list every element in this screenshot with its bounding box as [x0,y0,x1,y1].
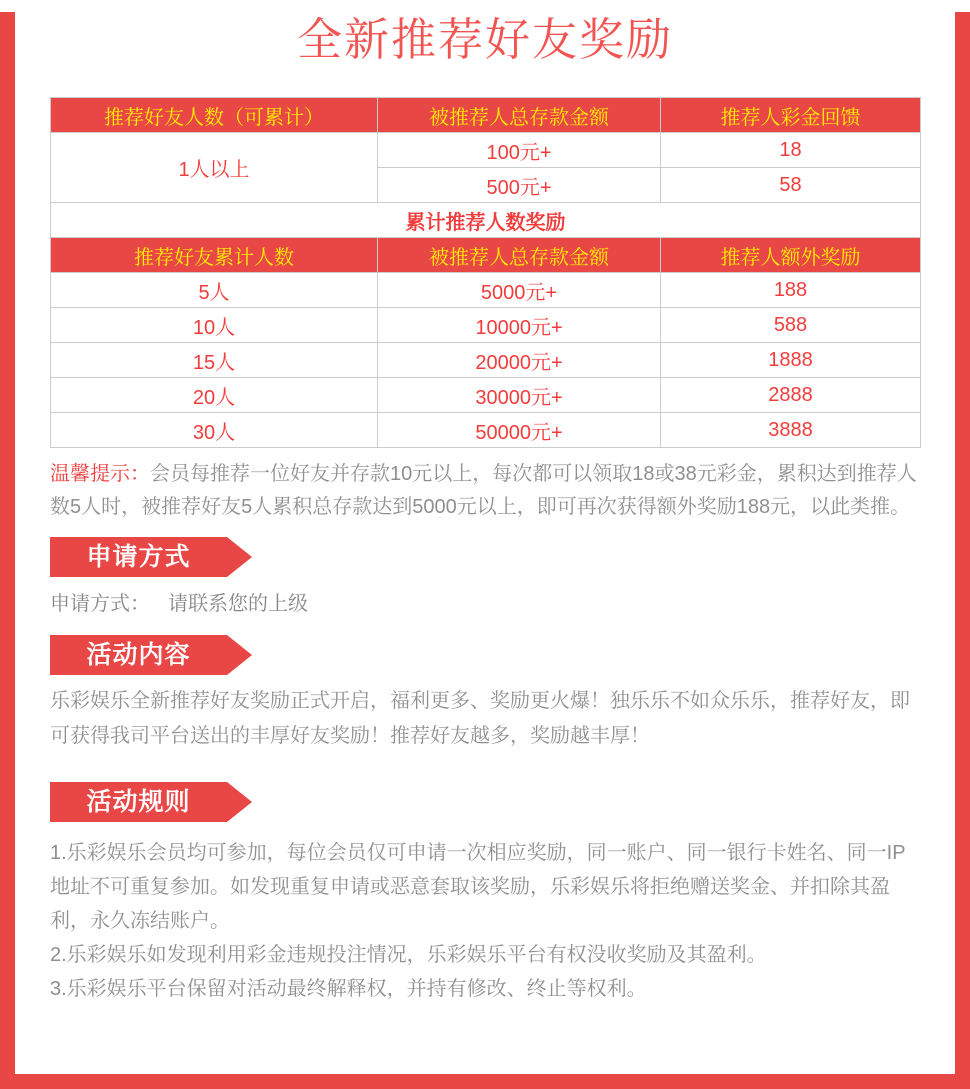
warm-notice-label: 温馨提示： [50,463,150,485]
right-edge-bar [955,12,970,1089]
activity-rules-ribbon [50,782,227,822]
table-row [51,343,921,378]
activity-content-text: 乐彩娱乐全新推荐好友奖励正式开启，福利更多、奖励更火爆！独乐乐不如众乐乐，推荐好友，即可获得我司平台送出的丰厚好友奖励！推荐好友越多，奖励越丰厚！ [50,690,910,747]
activity-content-ribbon [50,635,227,675]
table-cell-count: 15人 [51,343,378,378]
table-section-row [51,203,921,238]
rule-item: 1.乐彩娱乐会员均可参加，每位会员仅可申请一次相应奖励，同一账户、同一银行卡姓名、同一IP地址不可重复参加。如发现重复申请或恶意套取该奖励，乐彩娱乐将拒绝赠送奖金、并扣除其盈利，永久冻结账户。 [50,842,906,932]
activity-rules-ribbon-label: 活动规则 [86,788,191,816]
main-content [50,97,920,1006]
table-header-row-1 [51,98,921,133]
activity-content-ribbon-label: 活动内容 [86,641,191,669]
table-cell-count: 10人 [51,308,378,343]
table-cell-deposit: 500元+ [378,168,661,203]
table-cell-count: 5人 [51,273,378,308]
apply-method-ribbon-label: 申请方式 [86,543,191,571]
table-cell-bonus: 2888 [661,378,921,413]
warm-notice-text: 会员每推荐一位好友并存款10元以上，每次都可以领取18或38元彩金，累积达到推荐人数5人时，被推荐好友5人累积总存款达到5000元以上，即可再次获得额外奖励188元，以此类推。 [50,463,917,518]
header-cell-cumulative-count: 推荐好友累计人数 [51,238,378,273]
header-cell-deposit-total: 被推荐人总存款金额 [378,238,661,273]
table-cell-bonus: 18 [661,133,921,168]
table-cell-count: 30人 [51,413,378,448]
rule-item: 2.乐彩娱乐如发现利用彩金违规投注情况，乐彩娱乐平台有权没收奖励及其盈利。 [50,944,767,966]
table-cell-deposit: 100元+ [378,133,661,168]
table-cell-deposit: 10000元+ [378,308,661,343]
reward-table [50,97,921,448]
table-row [51,308,921,343]
activity-rules-list [50,836,920,1006]
apply-method-label: 申请方式： [50,593,150,615]
left-edge-bar [0,12,15,1089]
table-cell-deposit: 20000元+ [378,343,661,378]
table-cell-bonus: 1888 [661,343,921,378]
table-row [51,378,921,413]
table-row [51,133,921,168]
table-cell-bonus: 3888 [661,413,921,448]
table-cell-count: 20人 [51,378,378,413]
bottom-edge-bar [0,1074,970,1089]
table-header-row-2 [51,238,921,273]
apply-method-ribbon [50,537,227,577]
header-cell-referral-count: 推荐好友人数（可累计） [51,98,378,133]
section-title-cell: 累计推荐人数奖励 [51,203,921,238]
table-row [51,273,921,308]
tier1-label-cell: 1人以上 [51,133,378,203]
apply-method-value: 请联系您的上级 [168,593,308,615]
warm-notice [50,458,920,524]
apply-method-line [50,592,920,616]
header-cell-extra-bonus: 推荐人额外奖励 [661,238,921,273]
header-cell-bonus-return: 推荐人彩金回馈 [661,98,921,133]
page-title: 全新推荐好友奖励 [296,14,673,65]
header-cell-deposit-total: 被推荐人总存款金额 [378,98,661,133]
table-row [51,413,921,448]
table-cell-deposit: 30000元+ [378,378,661,413]
rule-item: 3.乐彩娱乐平台保留对活动最终解释权，并持有修改、终止等权利。 [50,978,647,1000]
table-cell-deposit: 50000元+ [378,413,661,448]
table-cell-deposit: 5000元+ [378,273,661,308]
table-cell-bonus: 58 [661,168,921,203]
table-cell-bonus: 188 [661,273,921,308]
table-cell-bonus: 588 [661,308,921,343]
